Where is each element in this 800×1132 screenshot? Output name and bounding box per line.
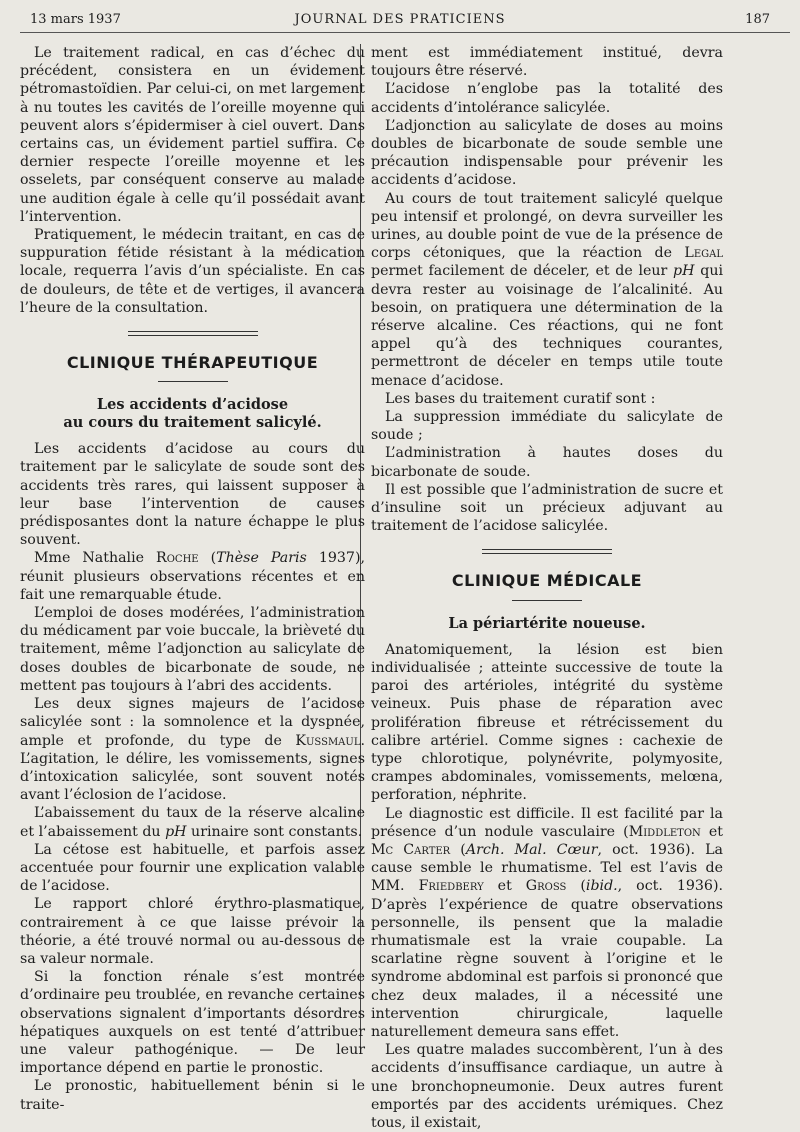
section-title-medicale: CLINIQUE MÉDICALE bbox=[451, 571, 643, 591]
article-title-periarterite: La périartérite noueuse. bbox=[448, 614, 646, 632]
author-name: Friedbery bbox=[418, 878, 484, 895]
left-column bbox=[20, 44, 365, 1114]
author-name: Legal bbox=[684, 245, 723, 262]
text-run: Les deux signes majeurs de l’acidose salicylée sont : la somnolence et la dyspnée, ample et profonde, du type de bbox=[20, 696, 365, 749]
paragraph: L’adjonction au salicylate de doses au moins doubles de bicarbonate de soude semble une précaution indispensable pour prévenir les accidents d’acidose. bbox=[371, 117, 723, 189]
paragraph: L’acidose n’englobe pas la totalité des accidents d’intolérance salicylée. bbox=[371, 81, 723, 116]
text-run: et bbox=[700, 823, 724, 840]
text-run: , oct. 1936). D’après l’expérience de quatre observations personnelle, ils pensent que la maladie rhumatismale est la vraie coupable. La scarlatine règne souvent à l’origine et le syndrome abdominal est parfois si prononcé que chez deux malades, il a nécessité une intervention chirurgicale, laquelle naturellement demeura sans effet. bbox=[371, 878, 723, 1040]
citation: Thèse Paris bbox=[216, 550, 307, 567]
author-name: Middleton bbox=[628, 823, 701, 840]
text-run: ( bbox=[566, 878, 586, 895]
author-name: Roche bbox=[156, 550, 199, 567]
paragraph: L’administration à hautes doses du bicarbonate de soude. bbox=[371, 445, 723, 480]
paragraph: Les quatre malades succombèrent, l’un à des accidents d’insuffisance cardiaque, un autre à une bronchopneumonie. Deux autres furent emportés par des accidents urémiques. Chez tous, il existait, bbox=[371, 1042, 723, 1131]
section-title-therapeutique: CLINIQUE THÉRAPEUTIQUE bbox=[66, 353, 319, 373]
paragraph: Le traitement radical, en cas d’échec du précédent, consistera en un évidement pétromastoïdien. Par celui-ci, on met largement à nu toutes les cavités de l’oreille moyenne qui peuvent alors s’épidermiser à ciel ouvert. Dans certains cas, un évidement partiel suffira. Ce dernier respecte l’oreille moyenne et les osselets, par conséquent conserve au malade une audition égale à celle qu’il possédait avant l’intervention. bbox=[20, 45, 365, 225]
running-header bbox=[30, 12, 770, 34]
issue-date: 13 mars 1937 bbox=[30, 12, 121, 27]
paragraph: Si la fonction rénale s’est montrée d’ordinaire peu troublée, en revanche certaines observations signalent d’importants désordres hépatiques auxquels on est tenté d’attribuer une valeur pathogénique. — De leur importance dépend en partie le pronostic. bbox=[20, 969, 365, 1077]
paragraph: La cétose est habituelle, et parfois assez accentuée pour fournir une explication valable de l’acidose. bbox=[20, 841, 365, 895]
article-title-line: au cours du traitement salicylé. bbox=[63, 414, 322, 432]
text-run: urinaire sont constants. bbox=[186, 823, 363, 840]
paragraph bbox=[20, 695, 365, 804]
section-underline bbox=[512, 600, 582, 601]
paragraph: Les bases du traitement curatif sont : bbox=[385, 390, 656, 407]
text-run: et bbox=[483, 878, 526, 895]
paragraph: Il est possible que l’administration de sucre et d’insuline soit un précieux adjuvant au traitement de l’acidose salicylée. bbox=[371, 481, 723, 535]
ph-term: pH bbox=[165, 823, 187, 840]
author-name: Mc Carter bbox=[371, 841, 451, 858]
paragraph: ment est immédiatement institué, devra toujours être réservé. bbox=[371, 45, 723, 80]
page-number: 187 bbox=[745, 12, 770, 27]
paragraph bbox=[371, 190, 723, 390]
journal-title: JOURNAL DES PRATICIENS bbox=[294, 12, 506, 27]
text-run: 1937), réunit plusieurs observations récentes et en fait une remarquable étude. bbox=[20, 550, 365, 603]
paragraph: Le pronostic, habituellement bénin si le traite- bbox=[20, 1078, 365, 1113]
paragraph bbox=[20, 549, 365, 604]
right-column bbox=[371, 44, 723, 1132]
section-underline bbox=[158, 381, 228, 382]
text-run: Mme Nathalie bbox=[34, 550, 157, 567]
section-separator bbox=[128, 331, 258, 336]
article-title-acidose bbox=[20, 396, 365, 432]
paragraph: Anatomiquement, la lésion est bien individualisée ; atteinte successive de toute la paroi des artérioles, intégrité du système veineux. Puis phase de réparation avec prolifération fibreuse et rétrécissement du calibre artériel. Comme signes : cachexie de type chlorotique, polynévrite, polymyosite, crampes abdominales, vomissements, melœna, perforation, néphrite. bbox=[371, 641, 723, 804]
paragraph: Le rapport chloré érythro-plasmatique, contrairement à ce que laisse prévoir la théorie, a été trouvé normal ou au-dessous de sa valeur normale. bbox=[20, 896, 365, 967]
text-run: permet facilement de déceler, et de leur bbox=[371, 263, 674, 280]
citation: ibid. bbox=[585, 878, 618, 895]
paragraph: Les accidents d’acidose au cours du traitement par le salicylate de soude sont des accidents très rares, qui laissent supposer à leur base l’intervention de causes prédisposantes dont la nature échappe le plus souvent. bbox=[20, 441, 365, 549]
section-separator bbox=[482, 549, 612, 554]
article-title-line: Les accidents d’acidose bbox=[96, 396, 289, 414]
citation: Arch. Mal. Cœur bbox=[465, 841, 598, 858]
text-run: Au cours de tout traitement salicylé quelque peu intensif et prolongé, on devra surveiller les urines, au double point de vue de la présence de corps cétoniques, que la réaction de bbox=[371, 190, 723, 262]
text-run: qui devra rester au voisinage de l’alcalinité. Au besoin, on pratiquera une détermination de la réserve alcaline. Ces réactions, qui ne font appel qu’à des techniques courantes, permettront de déceler en temps utile toute menace d’acidose. bbox=[371, 263, 723, 389]
author-name: Kussmaul bbox=[295, 732, 361, 749]
text-run: , oct. 1936). La cause semble le rhumatisme. Tel est l’avis de MM. bbox=[371, 841, 723, 895]
paragraph bbox=[20, 804, 365, 840]
ph-term: pH bbox=[673, 263, 695, 280]
text-run: ( bbox=[450, 841, 466, 858]
text-run: ( bbox=[198, 550, 217, 567]
paragraph: La suppression immédiate du salicylate de soude ; bbox=[371, 409, 723, 444]
paragraph bbox=[371, 805, 723, 1042]
paragraph: L’emploi de doses modérées, l’administration du médicament par voie buccale, la brièveté du traitement, même l’adjonction au salicylate de doses doubles de bicarbonate de soude, ne mettent pas toujours à l’abri des accidents. bbox=[20, 605, 365, 694]
header-rule bbox=[20, 32, 790, 33]
author-name: Gross bbox=[525, 878, 567, 895]
paragraph: Pratiquement, le médecin traitant, en cas de suppuration fétide résistant à la médication locale, requerra l’avis d’un spécialiste. En cas de douleurs, de tête et de vertiges, il avancera l’heure de la consultation. bbox=[20, 227, 365, 316]
text-run: . L’agitation, le délire, les vomissements, signes d’intoxication salicylée, sont souvent notés avant l’éclosion de l’acidose. bbox=[20, 732, 365, 804]
text-run: L’abaissement du taux de la réserve alcaline et l’abaissement du bbox=[20, 805, 365, 840]
text-run: Le diagnostic est difficile. Il est facilité par la présence d’un nodule vasculaire ( bbox=[371, 805, 723, 840]
